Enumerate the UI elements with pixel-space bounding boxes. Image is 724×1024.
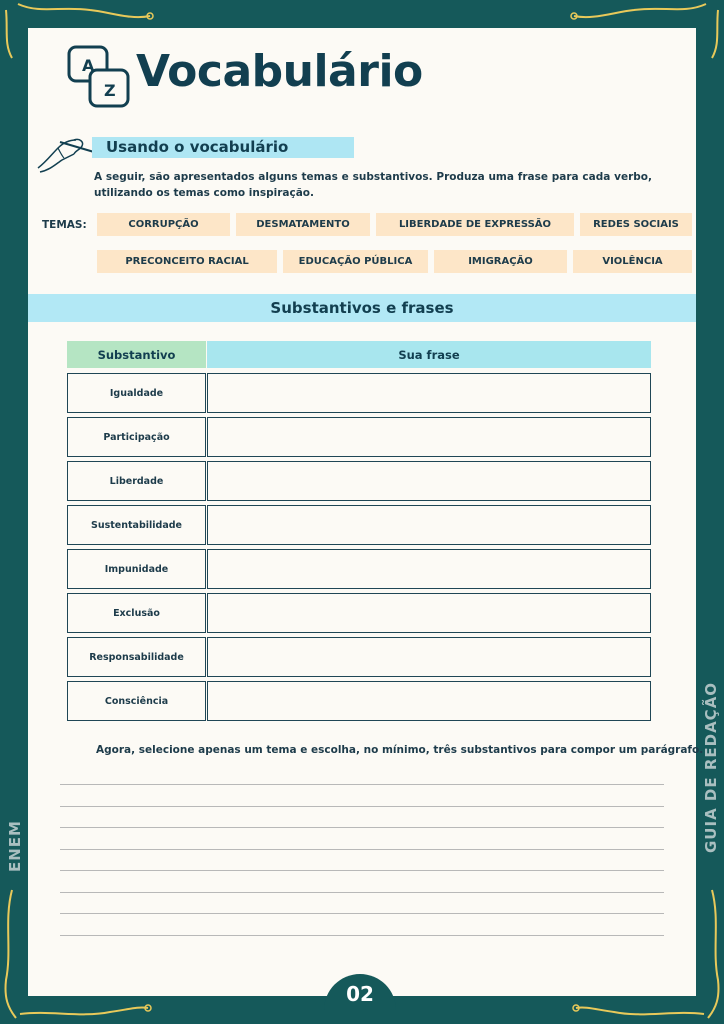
top-right-ornament: [564, 0, 724, 60]
side-label-right: GUIA DE REDAÇÃO: [702, 681, 720, 853]
writing-line[interactable]: [60, 849, 664, 850]
svg-text:A: A: [82, 56, 95, 75]
instructions-text: A seguir, são apresentados alguns temas e substantivos. Produza uma frase para cada verbo, utilizando os temas como inspiração.: [94, 171, 652, 199]
svg-text:Z: Z: [104, 81, 116, 100]
noun-cell: Exclusão: [67, 593, 206, 633]
sentence-field[interactable]: [207, 637, 651, 677]
sentence-field[interactable]: [207, 461, 651, 501]
noun-cell: Liberdade: [67, 461, 206, 501]
column-header-frase: Sua frase: [207, 341, 651, 368]
noun-cell: Sustentabilidade: [67, 505, 206, 545]
theme-chip: VIOLÊNCIA: [573, 250, 692, 273]
writing-line[interactable]: [60, 827, 664, 828]
themes-label: TEMAS:: [42, 219, 87, 231]
noun-cell: Responsabilidade: [67, 637, 206, 677]
sentence-field[interactable]: [207, 549, 651, 589]
bottom-right-ornament: [564, 880, 724, 1024]
writing-line[interactable]: [60, 806, 664, 807]
side-label-left: ENEM: [6, 820, 24, 872]
page-number: 02: [346, 982, 374, 1006]
theme-chip: IMIGRAÇÃO: [434, 250, 567, 273]
table-row: [67, 681, 651, 721]
writing-line[interactable]: [60, 784, 664, 785]
paragraph-prompt: Agora, selecione apenas um tema e escolha, no mínimo, três substantivos para compor um parágrafo.: [96, 744, 704, 756]
noun-cell: Participação: [67, 417, 206, 457]
theme-chip: EDUCAÇÃO PÚBLICA: [283, 250, 428, 273]
sentence-field[interactable]: [207, 593, 651, 633]
table-row: [67, 417, 651, 457]
theme-chip: REDES SOCIAIS: [580, 213, 692, 236]
table-row: [67, 637, 651, 677]
theme-chip: PRECONCEITO RACIAL: [97, 250, 277, 273]
noun-cell: Igualdade: [67, 373, 206, 413]
band-title: Substantivos e frases: [28, 294, 696, 322]
table-row: [67, 505, 651, 545]
bottom-left-ornament: [0, 880, 160, 1024]
table-row: [67, 373, 651, 413]
theme-chip: LIBERDADE DE EXPRESSÃO: [376, 213, 574, 236]
az-dictionary-icon: [66, 44, 134, 110]
theme-chip: CORRUPÇÃO: [97, 213, 230, 236]
section-heading: [92, 137, 354, 158]
column-header-substantivo: Substantivo: [67, 341, 206, 368]
table-row: [67, 593, 651, 633]
sentence-field[interactable]: [207, 505, 651, 545]
sentence-field[interactable]: [207, 417, 651, 457]
section-heading-text: Usando o vocabulário: [106, 138, 289, 156]
sentence-field[interactable]: [207, 373, 651, 413]
writing-line[interactable]: [60, 913, 664, 914]
writing-hand-icon: [36, 128, 98, 174]
sentence-field[interactable]: [207, 681, 651, 721]
writing-line[interactable]: [60, 892, 664, 893]
writing-line[interactable]: [60, 935, 664, 936]
theme-chip: DESMATAMENTO: [236, 213, 370, 236]
table-row: [67, 461, 651, 501]
table-row: [67, 549, 651, 589]
noun-cell: Impunidade: [67, 549, 206, 589]
writing-line[interactable]: [60, 870, 664, 871]
page-title: Vocabulário: [136, 46, 423, 97]
noun-cell: Consciência: [67, 681, 206, 721]
